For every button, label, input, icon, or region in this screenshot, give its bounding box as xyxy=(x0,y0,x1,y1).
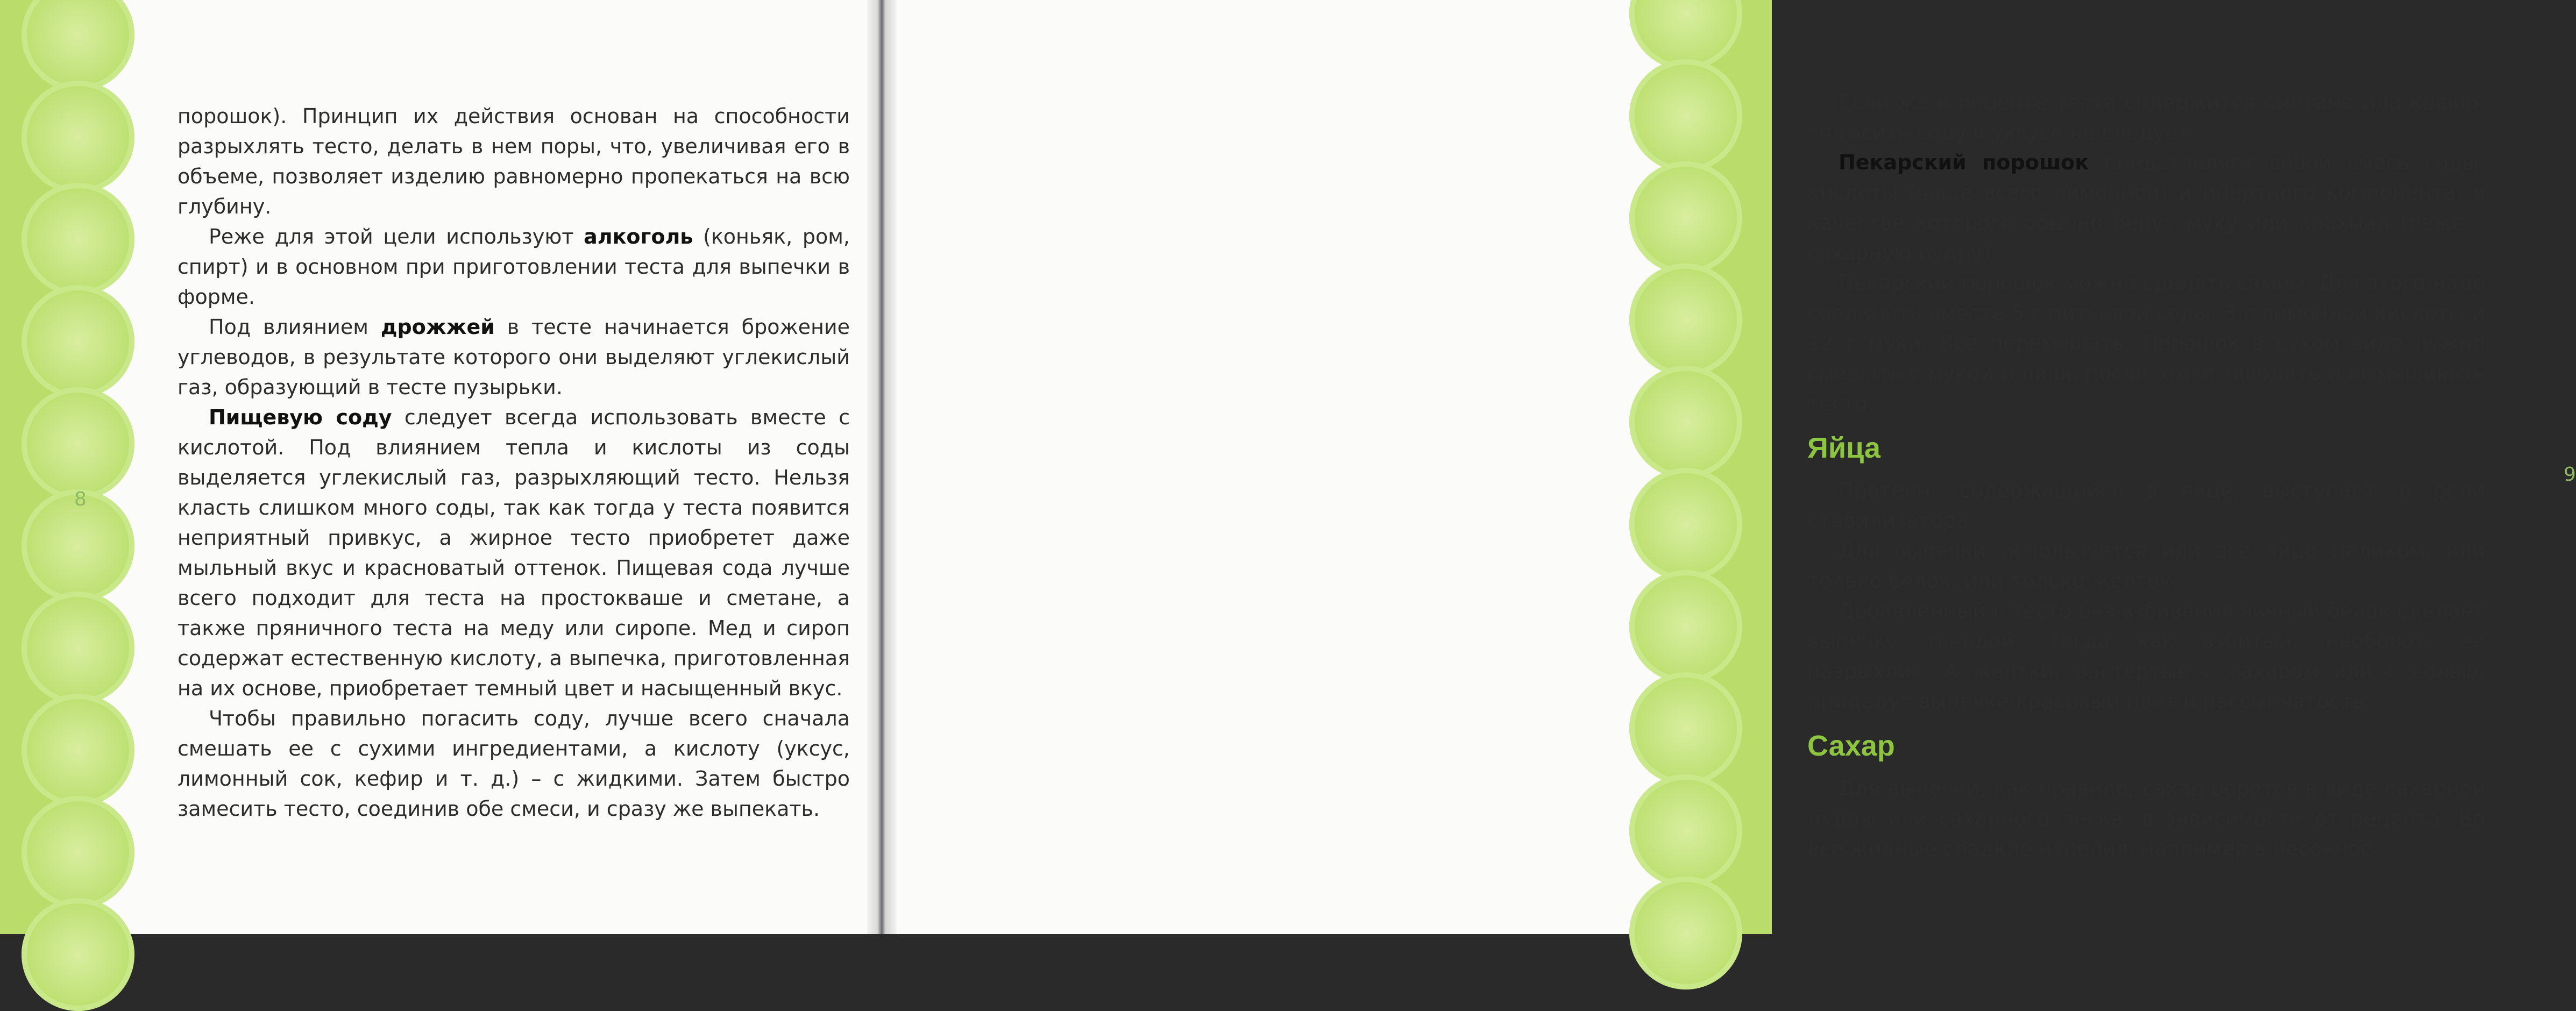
paragraph xyxy=(1807,536,2485,596)
paragraph xyxy=(1807,268,2485,418)
paragraph xyxy=(178,101,850,222)
book-gutter xyxy=(867,0,897,934)
text-run: Для выпечки, как правило, сахар берется в виде сахарной пудры или сахарного песка, в зависимости от рецепта. Во все жирные сладкие изделия, например в песочное xyxy=(1807,777,2485,860)
paragraph xyxy=(1807,147,2485,268)
text-run: Для выпечки используется или все яйцо целиком, или только белок, или только желток. xyxy=(1807,539,2485,593)
text-run: (коньяк, ром, спирт) и в основном при приготовлении теста для выпечки в форме. xyxy=(178,225,850,309)
text-run: порошок). Принцип их действия основан на способности разрыхлять тесто, делать в нем поры, что, увеличивая его в объеме, позволяет изделию равномерно пропекаться на всю глубину. xyxy=(178,104,850,218)
text-run: Под влиянием xyxy=(209,315,381,339)
paragraph xyxy=(1807,596,2485,716)
paragraph xyxy=(1807,773,2485,864)
heading-eggs: Яйца xyxy=(1807,432,1880,464)
bold-term: дрожжей xyxy=(380,315,495,339)
text-run: Добавленный в тесто без взбивания яичный белок сделает выпечку твердой, тогда как взбитый, наоборот, ее разрыхлит. А желтки, растертые с сахаром или с солью, придадут выпечке красивый цвет и рассыпчатость. xyxy=(1807,599,2485,713)
left-page-text xyxy=(178,101,850,824)
paragraph xyxy=(178,703,850,824)
bold-term: алкоголь xyxy=(584,225,693,248)
sugar-section xyxy=(1807,773,2485,864)
text-run: в тесте начинается брожение углеводов, в результате которого они выделяют углекислый газ, образующий в тесте пузырьки. xyxy=(178,315,850,399)
paragraph xyxy=(1807,87,2485,147)
bold-term: Пищевую соду xyxy=(209,405,392,429)
text-run: Реже для этой цели используют xyxy=(209,225,584,248)
intro-section xyxy=(1807,87,2485,418)
paragraph xyxy=(1807,475,2485,536)
eggs-section xyxy=(1807,475,2485,716)
text-run: представляет собой смесь соды, кислоты (чаще всего лимонной) и инертного компонента, в качестве которого обычно берут муку или крахмал (реже – сахарную пудру). xyxy=(1807,151,2485,265)
text-run: Если же в рецепте теста содержится сметана или кефир, то гасить соду в уксусе не следует. xyxy=(1807,90,2485,144)
paragraph xyxy=(178,312,850,402)
left-lace-border xyxy=(0,0,145,934)
paragraph xyxy=(178,402,850,703)
text-run: следует всегда использовать вместе с кислотой. Под влиянием тепла и кислоты из соды выделяется углекислый газ, разрыхляющий тесто. Нельзя класть слишком много соды, так как тогда у теста появится неприятный привкус, а жирное тесто приобретет даже мыльный вкус и красноватый оттенок. Пищевая сода лучше всего подходит для теста на простокваше и сметане, а также пряничного теста на меду или сиропе. Мед и сироп содержат естественную кислоту, а выпечка, приготовленная на их основе, приобретает темный цвет и насыщенный вкус. xyxy=(178,405,850,700)
heading-sugar: Сахар xyxy=(1807,730,1895,762)
right-page-text xyxy=(1807,87,2485,864)
text-run: Чтобы правильно погасить соду, лучше всего сначала смешать ее с сухими ингредиентами, а кислоту (уксус, лимонный сок, кефир и т. д.) – с жидкими. Затем быстро замесить тесто, соединив обе смеси, и сразу же выпекать. xyxy=(178,707,850,821)
text-run: Пекарский порошок можно сделать самим. Для этого надо соединить вместе 5 г питьевой соды, 3 г лимонной кислоты и 12 г муки. Все перемешать. Порошок в сухом виде нужно смешать с мукой и лишь после этого заводить и вымешивать тесто. xyxy=(1807,271,2485,415)
page-number-left: 8 xyxy=(74,488,87,510)
paragraph xyxy=(178,222,850,312)
left-page xyxy=(0,0,883,934)
right-page xyxy=(883,0,2576,934)
right-lace-border xyxy=(1616,0,1772,934)
text-run: Протеин, содержащийся в яйце, выступает в роли стабилизатора. xyxy=(1807,479,2485,532)
bold-term: Пекарский порошок xyxy=(1839,151,2089,174)
page-number-right: 9 xyxy=(2564,464,2576,486)
